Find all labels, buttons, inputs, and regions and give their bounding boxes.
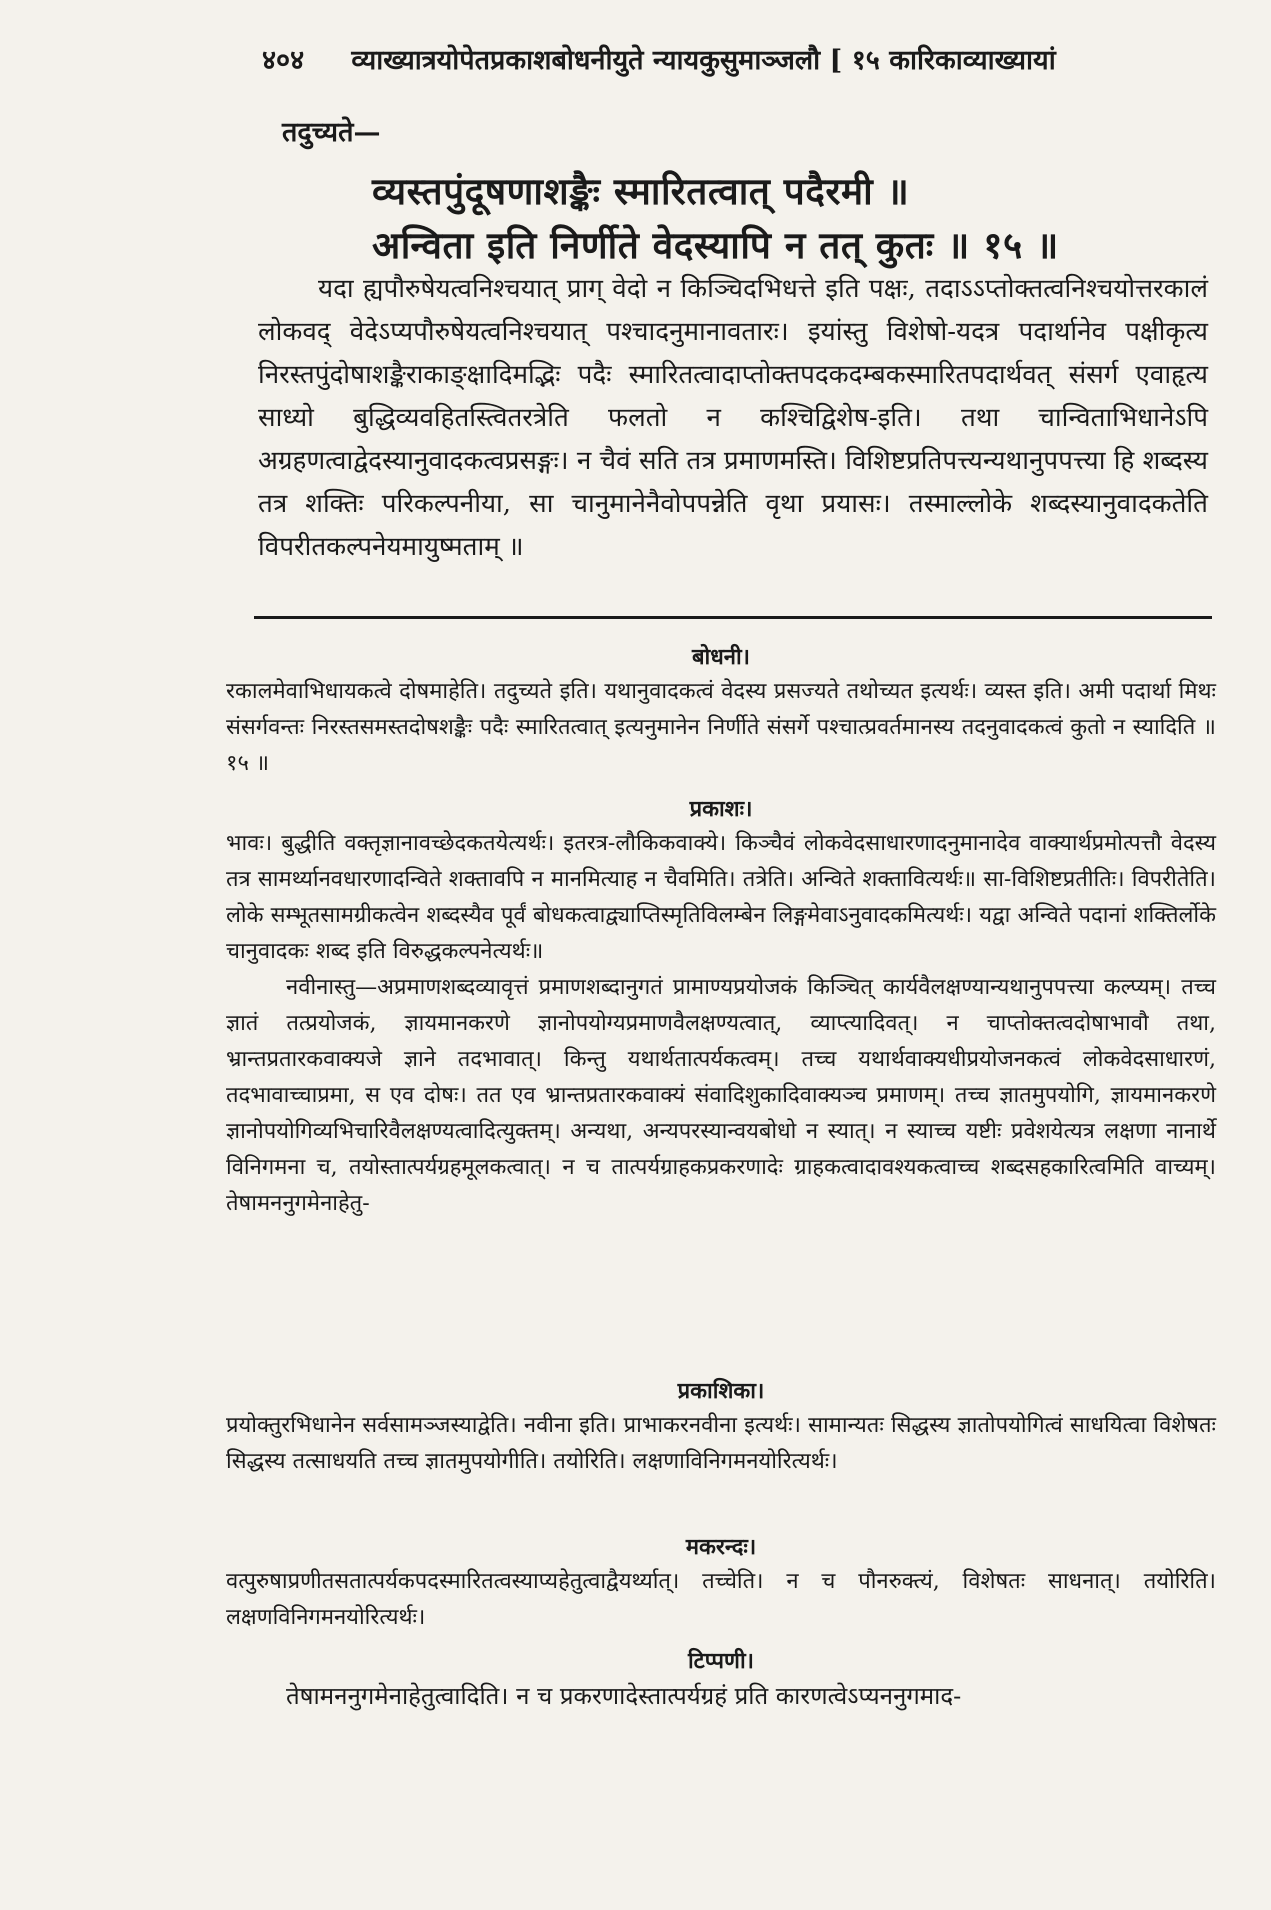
commentary-prakashika	[226, 1374, 1216, 1480]
running-header	[262, 40, 1212, 86]
section-divider	[254, 616, 1212, 619]
section-heading-makaranda: मकरन्दः।	[685, 1534, 757, 1560]
commentary-paragraph: भावः। बुद्धीति वक्तृज्ञानावच्छेदकतयेत्यर्थः। इतरत्र-लौकिकवाक्ये। किञ्चैवं लोकवेदसाधारणादनुमानादेव वाक्यार्थप्रमोत्पत्तौ वेदस्य तत्र सामर्थ्यानवधारणादन्विते शक्तावपि न मानमित्याह न चैवमिति। तत्रेति। अन्विते शक्तावित्यर्थः॥ सा-विशिष्टप्रतीतिः। विपरीतेति। लोके सम्भूतसामग्रीकत्वेन शब्दस्यैव पूर्वं बोधकत्वाद्व्याप्तिस्मृतिविलम्बेन लिङ्गमेवाऽनुवादकमित्यर्थः। यद्वा अन्विते पदानां शक्तिर्लोके चानुवादकः शब्द इति विरुद्धकल्पनेत्यर्थः॥	[226, 831, 1216, 964]
karika-verse-line-2: अन्विता इति निर्णीते वेदस्यापि न तत् कुतः ॥ १५ ॥	[372, 223, 1059, 267]
commentary-prakasha	[226, 792, 1216, 1222]
commentary-paragraph: रकालमेवाभिधायकत्वे दोषमाहेति। तदुच्यते इति। यथानुवादकत्वं वेदस्य प्रसज्यते तथोच्यत इत्यर्थः। व्यस्त इति। अमी पदार्था मिथः संसर्गवन्तः निरस्तसमस्तदोषशङ्कैः पदैः स्मारितत्वात् इत्यनुमानेन निर्णीते संसर्गे पश्चात्प्रवर्तमानस्य तदनुवादकत्वं कुतो न स्यादिति ॥ १५ ॥	[226, 679, 1216, 776]
commentary-paragraph: वत्पुरुषाप्रणीतसतात्पर्यकपदस्मारितत्वस्याप्यहेतुत्वाद्वैयर्थ्यात्। तच्चेति। न च पौनरुक्त्यं, विशेषतः साधनात्। तयोरिति। लक्षणविनिगमनयोरित्यर्थः।	[226, 1569, 1216, 1630]
commentary-makaranda	[226, 1530, 1216, 1636]
page-number: ४०४	[262, 45, 305, 76]
running-title: व्याख्यात्रयोपेतप्रकाशबोधनीयुते न्यायकुसुमाञ्जलौ [ १५ कारिकाव्याख्यायां	[351, 45, 1056, 76]
commentary-paragraph: प्रयोक्तुरभिधानेन सर्वसामञ्जस्याद्वेति। नवीना इति। प्राभाकरनवीना इत्यर्थः। सामान्यतः सिद्धस्य ज्ञातोपयोगित्वं साधयित्वा विशेषतः सिद्धस्य तत्साधयति तच्च ज्ञातमुपयोगीति। तयोरिति। लक्षणाविनिगमनयोरित्यर्थः।	[226, 1413, 1216, 1474]
commentary-bodhani	[226, 640, 1216, 782]
commentary-tippani	[226, 1644, 1216, 1714]
main-text	[258, 268, 1208, 569]
intro-phrase: तदुच्यते—	[282, 117, 381, 148]
commentary-paragraph: नवीनास्तु—अप्रमाणशब्दव्यावृत्तं प्रमाणशब्दानुगतं प्रामाण्यप्रयोजकं किञ्चित् कार्यवैलक्षण्यान्यथानुपपत्त्या कल्प्यम्। तच्च ज्ञातं तत्प्रयोजकं, ज्ञायमानकरणे ज्ञानोपयोग्यप्रमाणवैलक्षण्यत्वात्, व्याप्त्यादिवत्। न चाप्तोक्तत्वदोषाभावौ तथा, भ्रान्तप्रतारकवाक्यजे ज्ञाने तदभावात्। किन्तु यथार्थतात्पर्यकत्वम्। तच्च यथार्थवाक्यधीप्रयोजनकत्वं लोकवेदसाधारणं, तदभावाच्चाप्रमा, स एव दोषः। तत एव भ्रान्तप्रतारकवाक्यं संवादिशुकादिवाक्यञ्च प्रमाणम्। तच्च ज्ञातमुपयोगि, ज्ञायमानकरणे ज्ञानोपयोगिव्यभिचारिवैलक्षण्यत्वादित्युक्तम्। अन्यथा, अन्यपरस्यान्वयबोधो न स्यात्। न स्याच्च यष्टीः प्रवेशयेत्यत्र लक्षणा नानार्थे विनिगमना च, तयोस्तात्पर्यग्रहमूलकत्वात्। न च तात्पर्यग्राहकप्रकरणादेः ग्राहकत्वादावश्यकत्वाच्च शब्दसहकारित्वमिति वाच्यम्। तेषामननुगमेनाहेतु-	[226, 975, 1216, 1216]
section-heading-tippani: टिप्पणी।	[687, 1648, 754, 1674]
section-heading-bodhani: बोधनी।	[691, 644, 751, 670]
karika-verse-line-1: व्यस्तपुंदूषणाशङ्कैः स्मारितत्वात् पदैरमी ॥	[372, 169, 910, 213]
section-heading-prakashika: प्रकाशिका।	[677, 1378, 765, 1404]
commentary-paragraph: तेषामननुगमेनाहेतुत्वादिति। न च प्रकरणादेस्तात्पर्यग्रहं प्रति कारणत्वेऽप्यननुगमाद-	[286, 1682, 962, 1710]
main-paragraph: यदा ह्यपौरुषेयत्वनिश्चयात् प्राग् वेदो न किञ्चिदभिधत्ते इति पक्षः, तदाऽऽप्तोक्तत्वनिश्चयोत्तरकालं लोकवद् वेदेऽप्यपौरुषेयत्वनिश्चयात् पश्चादनुमानावतारः। इयांस्तु विशेषो-यदत्र पदार्थानेव पक्षीकृत्य निरस्तपुंदोषाशङ्कैराकाङ्क्षादिमद्भिः पदैः स्मारितत्वादाप्तोक्तपदकदम्बकस्मारितपदार्थवत् संसर्ग एवाहृत्य साध्यो बुद्धिव्यवहितस्त्वितरत्रेति फलतो न कश्चिद्विशेष-इति। तथा चान्विताभिधानेऽपि अग्रहणत्वाद्वेदस्यानुवादकत्वप्रसङ्गः। न चैवं सति तत्र प्रमाणमस्ति। विशिष्टप्रतिपत्त्यन्यथानुपपत्त्या हि शब्दस्य तत्र शक्तिः परिकल्पनीया, सा चानुमानेनैवोपपन्नेति वृथा प्रयासः। तस्माल्लोके शब्दस्यानुवादकतेति विपरीतकल्पनेयमायुष्मताम् ॥	[258, 274, 1208, 562]
section-heading-prakasha: प्रकाशः।	[689, 796, 753, 822]
